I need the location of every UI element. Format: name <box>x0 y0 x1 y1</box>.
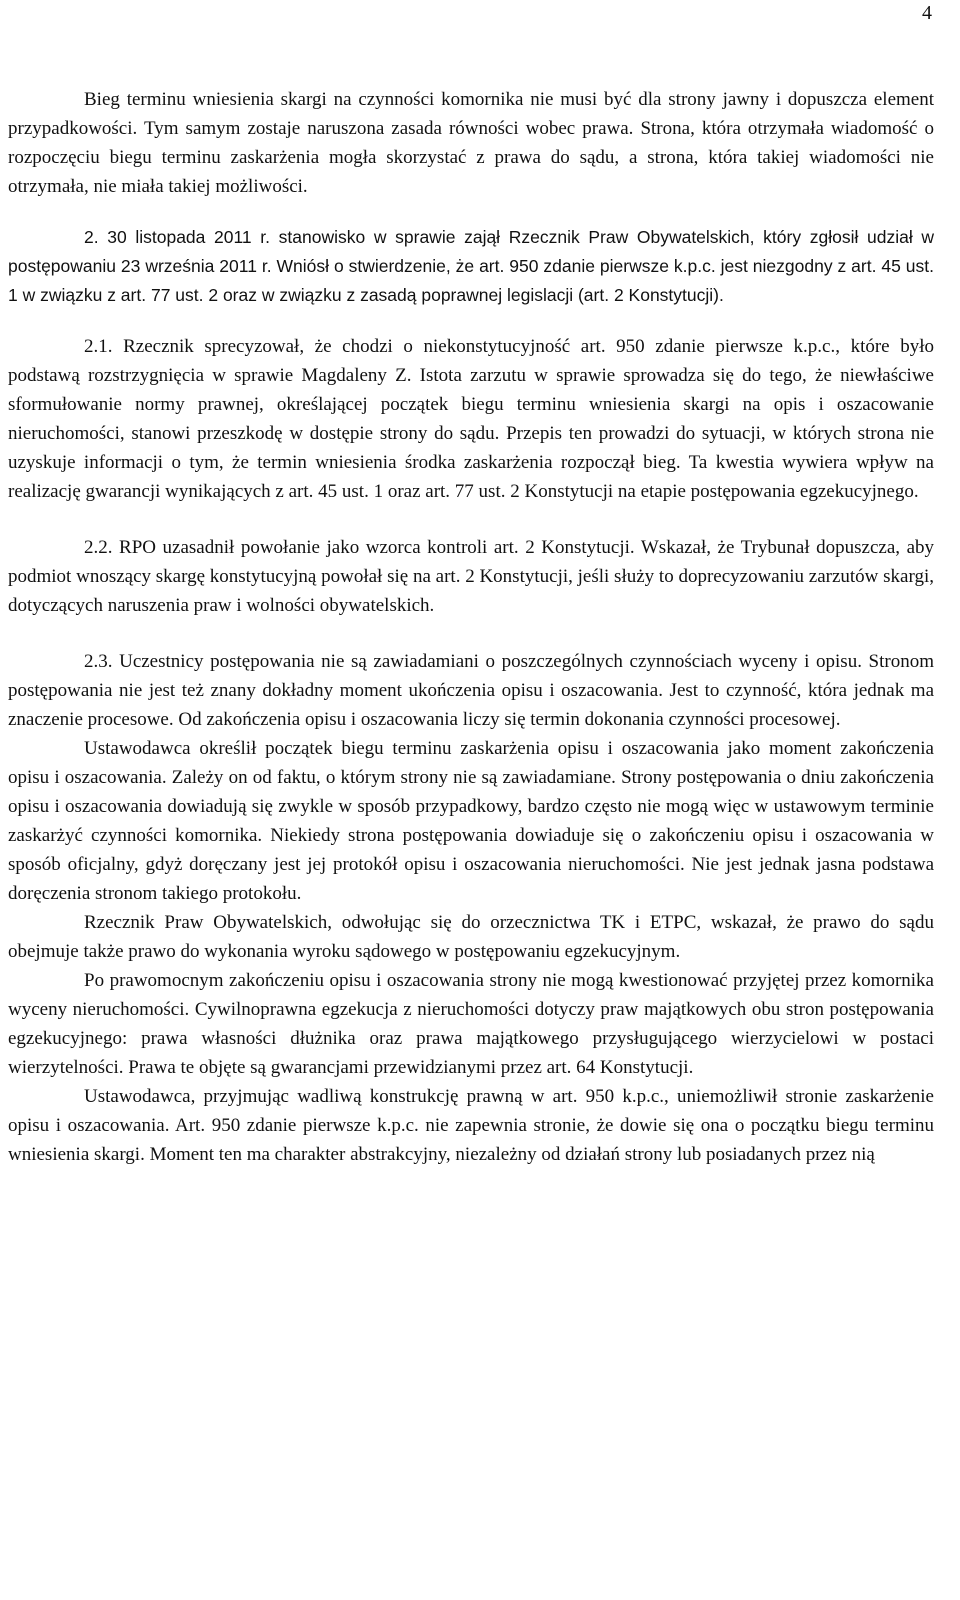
paragraph-1: Bieg terminu wniesienia skargi na czynności komornika nie musi być dla strony jawny i dopuszcza element przypadkowości. Tym samym zostaje naruszona zasada równości wobec prawa. Strona, która otrzymała wiadomość o rozpoczęciu biegu terminu zaskarżenia mogła skorzystać z prawa do sądu, a strona, która takiej wiadomości nie otrzymała, nie miała takiej możliwości. <box>8 89 934 197</box>
paragraph-rzecznik: Rzecznik Praw Obywatelskich, odwołując się do orzecznictwa TK i ETPC, wskazał, że prawo do sądu obejmuje także prawo do wykonania wyroku sądowego w postępowaniu egzekucyjnym. <box>8 912 934 962</box>
paragraph-ustawodawca-1: Ustawodawca określił początek biegu terminu zaskarżenia opisu i oszacowania jako moment zakończenia opisu i oszacowania. Zależy on od faktu, o którym strony nie są zawiadamiane. Strony postępowania o dniu zakończenia opisu i oszacowania dowiadują się zwykle w sposób przypadkowy, bardzo często nie mogą więc w ustawowym terminie zaskarżyć czynności komornika. Niekiedy strona postępowania dowiaduje się o zakończeniu opisu i oszacowania w sposób oficjalny, gdyż doręczany jest jej protokół opisu i oszacowania nieruchomości. Nie jest jednak jasna podstawa doręczenia stronom takiego protokołu. <box>8 738 934 904</box>
paragraph-2: 2. 30 listopada 2011 r. stanowisko w sprawie zajął Rzecznik Praw Obywatelskich, który zgłosił udział w postępowaniu 23 września 2011 r. Wniósł o stwierdzenie, że art. 950 zdanie pierwsze k.p.c. jest niezgodny z art. 45 ust. 1 w związku z art. 77 ust. 2 oraz w związku z zasadą poprawnej legislacji (art. 2 Konstytucji). <box>8 227 934 305</box>
page-number: 4 <box>922 2 932 24</box>
paragraph-2-1: 2.1. Rzecznik sprecyzował, że chodzi o niekonstytucyjność art. 950 zdanie pierwsze k.p.c., które było podstawą rozstrzygnięcia w sprawie Magdaleny Z. Istota zarzutu w sprawie sprowadza się do tego, że niewłaściwe sformułowanie normy prawnej, określającej początek biegu terminu wniesienia skargi na opis i oszacowanie nieruchomości, stanowi przeszkodę w dostępie strony do sądu. Przepis ten prowadzi do sytuacji, w których strona nie uzyskuje informacji o tym, że termin wniesienia środka zaskarżenia rozpoczął bieg. Ta kwestia wywiera wpływ na realizację gwarancji wynikających z art. 45 ust. 1 oraz art. 77 ust. 2 Konstytucji na etapie postępowania egzekucyjnego. <box>8 336 934 502</box>
paragraph-prawomocne: Po prawomocnym zakończeniu opisu i oszacowania strony nie mogą kwestionować przyjętej przez komornika wyceny nieruchomości. Cywilnoprawna egzekucja z nieruchomości dotyczy praw majątkowych obu stron postępowania egzekucyjnego: prawa własności dłużnika oraz prawa majątkowego przysługującego wierzycielowi w postaci wierzytelności. Prawa te objęte są gwarancjami przewidzianymi przez art. 64 Konstytucji. <box>8 970 934 1078</box>
paragraph-2-2: 2.2. RPO uzasadnił powołanie jako wzorca kontroli art. 2 Konstytucji. Wskazał, że Trybunał dopuszcza, aby podmiot wnoszący skargę konstytucyjną powołał się na art. 2 Konstytucji, jeśli służy to doprecyzowaniu zarzutów skargi, dotyczących naruszenia praw i wolności obywatelskich. <box>8 537 934 616</box>
paragraph-ustawodawca-2: Ustawodawca, przyjmując wadliwą konstrukcję prawną w art. 950 k.p.c., uniemożliwił stronie zaskarżenie opisu i oszacowania. Art. 950 zdanie pierwsze k.p.c. nie zapewnia stronie, że dowie się ona o początku biegu terminu wniesienia skargi. Moment ten ma charakter abstrakcyjny, niezależny od działań strony lub posiadanych przez nią <box>8 1086 934 1165</box>
document-body <box>8 85 934 1169</box>
paragraph-2-3: 2.3. Uczestnicy postępowania nie są zawiadamiani o poszczególnych czynnościach wyceny i opisu. Stronom postępowania nie jest też znany dokładny moment ukończenia opisu i oszacowania. Jest to czynność, która jednak ma znaczenie procesowe. Od zakończenia opisu i oszacowania liczy się termin dokonania czynności procesowej. <box>8 651 934 730</box>
